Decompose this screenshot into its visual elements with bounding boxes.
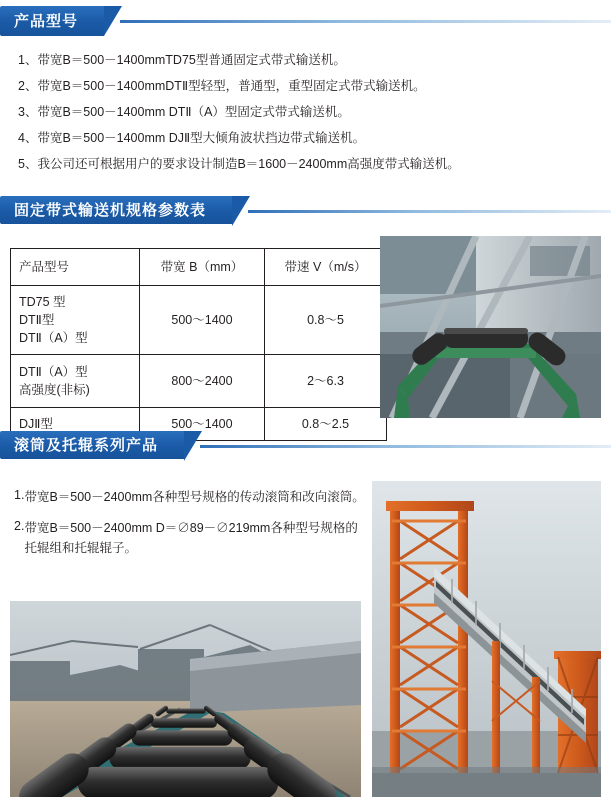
list-item-text: 带宽B＝500－2400mm各种型号规格的传动滚筒和改向滚筒。 [24,490,365,504]
table-row [11,286,387,355]
table-cell-width: 500～1400 [140,408,265,441]
banner-rule-line [200,445,611,448]
banner-rule-line [120,20,611,23]
list-item-text: 我公司还可根据用户的要求设计制造B＝1600－2400mm高强度带式输送机。 [37,156,460,171]
model-line: TD75 型 [19,294,66,309]
banner-rule-line [248,210,611,213]
spec-table [10,248,387,441]
model-line: DTⅡ（A）型 [19,331,88,346]
photo-orange-plant-art [372,481,601,797]
list-item-text: 带宽B＝500－2400mm D＝∅89－∅219mm各种型号规格的托辊组和托辊辊子。 [24,520,358,556]
section-banner [0,196,611,226]
list-item-text: 带宽B＝500－1400mm DJⅡ型大倾角波状挡边带式输送机。 [37,130,366,145]
list-item-number: 3、 [18,104,38,119]
table-cell-width: 800～2400 [140,355,265,408]
table-header-width: 带宽 B（mm） [140,249,265,286]
list-item-number: 1. [14,488,25,502]
photo-roller-line-art [10,601,361,797]
table-cell-model [11,286,140,355]
section-spec-table [0,196,611,226]
list-item [14,487,366,508]
list-item-number: 4、 [18,130,38,145]
list-item [18,78,611,95]
table-cell-speed: 0.8～5 [265,286,387,355]
product-model-list [0,52,611,172]
section-product-models [0,6,611,181]
list-item-text: 带宽B＝500－1400mmTD75型普通固定式带式输送机。 [37,53,346,67]
model-line: DTⅡ型 [19,312,55,327]
list-item [18,104,611,121]
table-cell-speed: 0.8～2.5 [265,408,387,441]
list-item [14,518,366,559]
list-item [18,52,611,69]
photo-conveyor-rollers [380,236,601,418]
banner-left-block [0,431,184,459]
list-item-text: 带宽B＝500－1400mmDTⅡ型轻型，普通型，重型固定式带式输送机。 [37,78,426,93]
list-item-number: 1、 [18,53,38,67]
table-cell-speed: 2～6.3 [265,355,387,408]
list-item [18,156,611,173]
table-row [11,355,387,408]
section-banner [0,6,611,36]
section-roller-series [0,431,611,461]
table-cell-width: 500～1400 [140,286,265,355]
list-item-number: 2. [14,518,25,533]
photo-orange-plant [372,481,601,797]
list-item-text: 带宽B＝500－1400mm DTⅡ（A）型固定式带式输送机。 [37,104,350,119]
roller-series-list [8,487,366,569]
banner-left-block [0,6,104,36]
table-cell-model: DJⅡ型 [11,408,140,441]
section-title: 固定带式输送机规格参数表 [14,201,207,219]
section-banner [0,431,611,461]
list-item-number: 2、 [18,78,38,93]
photo-conveyor-rollers-art [380,236,601,418]
table-header-row [11,249,387,286]
spec-table-wrapper [10,248,365,441]
banner-left-block [0,196,232,224]
model-line: 高强度(非标) [19,383,90,397]
section-title: 产品型号 [14,12,79,30]
list-item [18,130,611,147]
table-header-speed: 带速 V（m/s） [265,249,387,286]
table-header-model: 产品型号 [11,249,140,286]
model-line: DTⅡ（A）型 [19,364,88,379]
photo-roller-line [10,601,361,797]
table-cell-model [11,355,140,408]
list-item-number: 5、 [18,156,38,171]
section-title: 滚筒及托辊系列产品 [14,436,159,454]
